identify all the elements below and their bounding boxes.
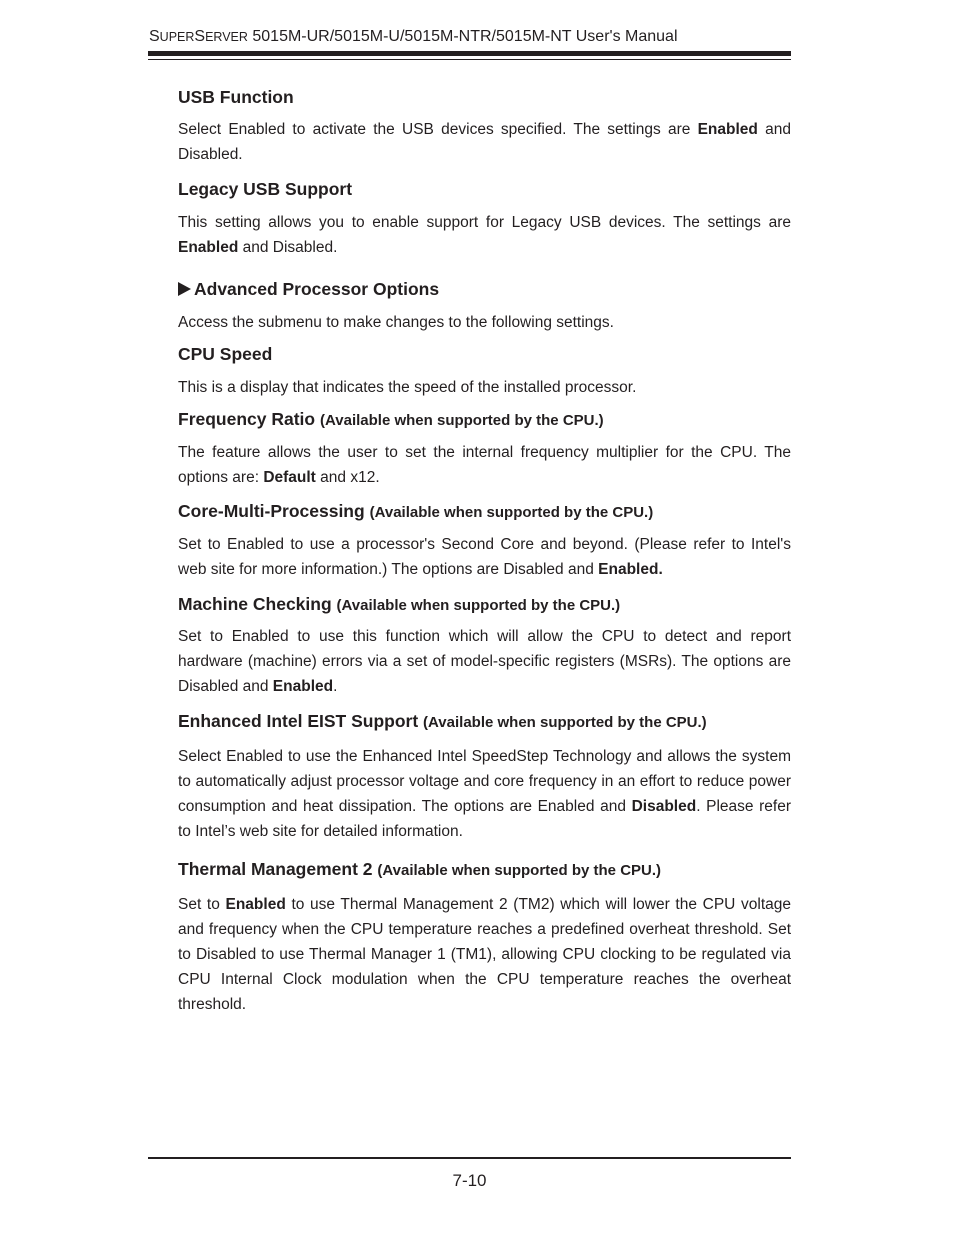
thermal-text-b: to use Thermal Management 2 (TM2) which will lower the CPU voltage and frequency when the CPU temperature reaches a predefined overheat threshold. Set to Disabled to use Thermal Manager 1 (TM1), allowing CPU clocking to be regulated via CPU Internal Clock modulation when the CPU temperature reaches the overheat threshold. [178, 896, 791, 1013]
eist-text-a: Select Enabled to use the Enhanced Intel SpeedStep Technology and allows the system to automatically adjust processor voltage and core frequency in an effort to reduce power consumption and heat dissipation. The options are Enabled and [178, 748, 791, 815]
header-title-s2: S [194, 28, 206, 45]
frequency-ratio-heading-text: Frequency Ratio [178, 409, 316, 429]
frequency-ratio-bold: Default [263, 469, 316, 486]
machine-checking-text-b: . [333, 678, 338, 695]
header-title-s1: S [149, 28, 160, 45]
thermal-heading [178, 858, 661, 882]
usb-function-text [178, 117, 791, 167]
header-title-rest: 5015M-UR/5015M-U/5015M-NTR/5015M-NT User's Manual [247, 28, 678, 45]
core-multi-heading [178, 500, 653, 524]
usb-function-bold: Enabled [697, 121, 758, 138]
cpu-speed-heading: CPU Speed [178, 344, 273, 364]
header-title-sc1: UPER [159, 30, 195, 44]
advanced-processor-heading-text: Advanced Processor Options [194, 279, 440, 299]
submenu-arrow-icon [178, 282, 191, 296]
legacy-usb-heading: Legacy USB Support [178, 179, 353, 199]
usb-function-text-a: Select Enabled to activate the USB devices specified. The settings are [178, 121, 698, 138]
core-multi-heading-text: Core-Multi-Processing [178, 501, 365, 521]
eist-text [178, 744, 791, 844]
eist-text-b: . Please refer to Intel’s web site for detailed information. [178, 798, 791, 840]
usb-function-text-b: and Disabled. [178, 121, 791, 163]
legacy-usb-text-b: and Disabled. [238, 239, 338, 256]
frequency-ratio-text [178, 440, 791, 490]
cpu-speed-text: This is a display that indicates the speed of the installed processor. [178, 379, 637, 396]
legacy-usb-text [178, 210, 791, 260]
usb-function-heading: USB Function [178, 87, 294, 107]
eist-bold: Disabled [631, 798, 697, 815]
advanced-processor-text: Access the submenu to make changes to the following settings. [178, 314, 614, 331]
frequency-ratio-text-b: and x12. [315, 469, 380, 486]
core-multi-text [178, 532, 791, 582]
thermal-note: (Available when supported by the CPU.) [377, 862, 662, 879]
eist-note: (Available when supported by the CPU.) [423, 714, 707, 731]
machine-checking-text [178, 624, 791, 699]
header-title-sc2: ERVER [205, 30, 248, 44]
page-number: 7-10 [452, 1171, 487, 1190]
legacy-usb-bold: Enabled [178, 239, 239, 256]
frequency-ratio-note: (Available when supported by the CPU.) [320, 412, 604, 429]
thermal-bold: Enabled [225, 896, 286, 913]
header-rule-thick [148, 51, 791, 56]
core-multi-text-a: Set to Enabled to use a processor's Second Core and beyond. (Please refer to Intel's web site for more information.) The options are Disabled and [178, 536, 791, 578]
advanced-processor-heading [178, 278, 439, 300]
frequency-ratio-heading [178, 408, 604, 432]
core-multi-bold: Enabled. [598, 561, 663, 578]
core-multi-note: (Available when supported by the CPU.) [369, 504, 654, 521]
running-header [149, 27, 678, 47]
eist-heading [178, 710, 707, 734]
machine-checking-heading-text: Machine Checking [178, 594, 332, 614]
footer-rule [148, 1157, 791, 1159]
thermal-heading-text: Thermal Management 2 [178, 859, 373, 879]
machine-checking-note: (Available when supported by the CPU.) [336, 597, 621, 614]
frequency-ratio-text-a: The feature allows the user to set the internal frequency multiplier for the CPU. The options are: [178, 444, 791, 486]
machine-checking-heading [178, 593, 620, 617]
machine-checking-bold: Enabled [272, 678, 334, 695]
legacy-usb-text-a: This setting allows you to enable support for Legacy USB devices. The settings are [178, 214, 791, 231]
eist-heading-text: Enhanced Intel EIST Support [178, 711, 419, 731]
header-rule-thin [148, 59, 791, 60]
machine-checking-text-a: Set to Enabled to use this function which will allow the CPU to detect and report hardware (machine) errors via a set of model-specific registers (MSRs). The options are Disabled and [178, 628, 791, 695]
thermal-text-a: Set to [178, 896, 226, 913]
thermal-text [178, 892, 791, 1017]
